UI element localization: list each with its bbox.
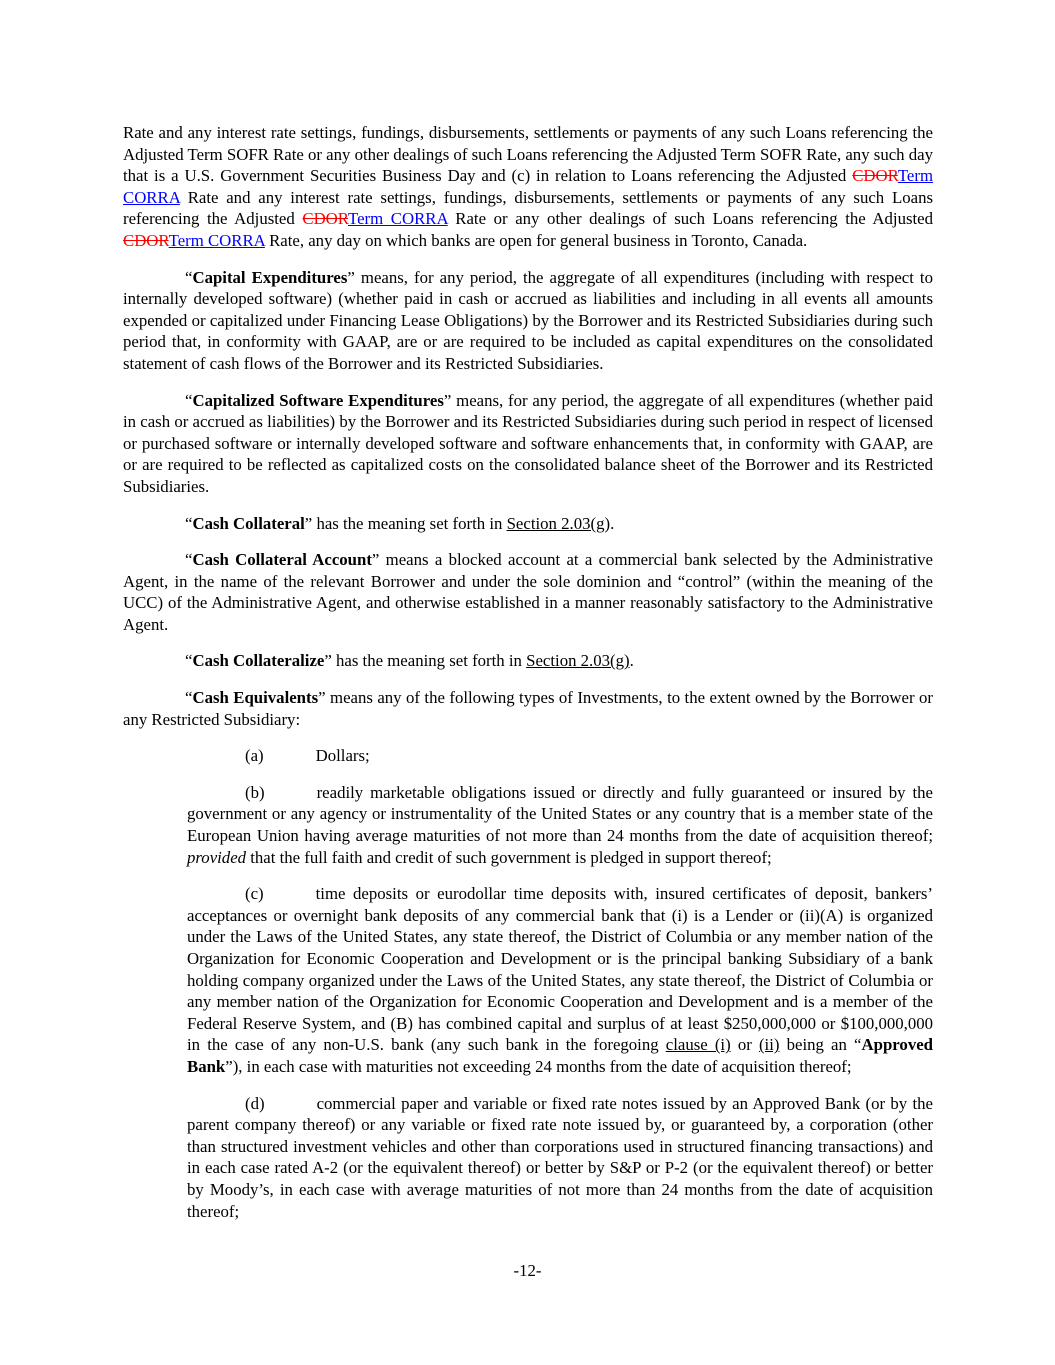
page-number: -12- (513, 1261, 542, 1280)
list-item-label: (c) (245, 884, 264, 904)
text-run: time deposits or eurodollar time deposits with, insured certificates of deposit, bankers’ acceptances or overnight bank deposits of any commercial bank that (i) is a Lender or (ii)(A) is organized under the Laws of the United States, any state thereof, the District of Columbia or any member nation of the Organization for Economic Cooperation and Development or is the principal banking Subsidiary of a bank holding company organized under the Laws of the United States, any state thereof, the District of Columbia or any member nation of the Organization for Economic Cooperation and Development and is a member of the Federal Reserve System, and (B) has combined capital and surplus of at least $250,000,000 or $100,000,000 in the case of any non-U.S. bank (any such bank in the foregoing (187, 884, 933, 1055)
paragraph (123, 513, 933, 535)
text-run: “ (185, 550, 193, 570)
underlined-reference: clause (i) (665, 1035, 731, 1055)
text-run: ” means a blocked account at a commercial bank selected by the Administrative Agent, in the name of the relevant Borrower and under the sole dominion and “control” (within the meaning of the UCC) of the Administrative Agent, and otherwise established in a manner reasonably satisfactory to the Administrative Agent. (123, 550, 933, 634)
text-run: or (730, 1035, 759, 1055)
bold-term: Capitalized Software Expenditures (192, 390, 444, 410)
deleted-text: CDOR (123, 230, 169, 250)
text-run: “ (185, 390, 193, 410)
inserted-text: Term CORRA (348, 209, 448, 229)
text-run: Rate and any interest rate settings, fundings, disbursements, settlements or payments of any such Loans referencing the Adjusted Term SOFR Rate or any other dealings of such Loans referencing the Adjusted Term SOFR Rate, any such day that is a U.S. Government Securities Business Day and (c) in relation to Loans referencing the Adjusted (123, 123, 933, 186)
underlined-reference: Section 2.03(g) (506, 513, 611, 533)
text-run: “ (185, 267, 193, 287)
text-run: Rate or any other dealings of such Loans referencing the Adjusted (447, 209, 933, 229)
text-run: Rate and any interest rate settings, fundings, disbursements, settlements or payments of any such Loans referencing the Adjusted (123, 187, 933, 229)
paragraph (123, 650, 933, 672)
text-run: commercial paper and variable or fixed rate notes issued by an Approved Bank (or by the parent company thereof) or any variable or fixed rate note issued by, or guaranteed by, a corporation (other than structured investment vehicles and other than corporations used in structured financing transactions) and in each case rated A-2 (or the equivalent thereof) or better by S&P or P-2 (or the equivalent thereof) or better by Moody’s, in each case with average maturities of not more than 24 months from the date of acquisition thereof; (187, 1093, 933, 1221)
text-run: being an “ (779, 1035, 862, 1055)
inserted-text: Term CORRA (168, 230, 265, 250)
underlined-reference: Section 2.03(g) (526, 651, 630, 671)
text-run: that the full faith and credit of such government is pledged in support thereof; (246, 847, 772, 867)
bold-term: Approved Bank (187, 1035, 933, 1076)
bold-term: Cash Collateral Account (192, 550, 372, 570)
deleted-text: CDOR (852, 166, 898, 186)
paragraph (123, 267, 933, 375)
document-body (123, 122, 933, 1222)
list-item-paragraph (187, 745, 933, 767)
text-run: ”), in each case with maturities not exceeding 24 months from the date of acquisition thereof; (225, 1056, 852, 1076)
list-item-paragraph (187, 1093, 933, 1223)
text-run: Rate, any day on which banks are open for general business in Toronto, Canada. (264, 230, 808, 250)
text-run: readily marketable obligations issued or directly and fully guaranteed or insured by the government or any agency or instrumentality of the United States or any country that is a member state of the European Union having average maturities of not more than 24 months from the date of acquisition thereof; (187, 782, 933, 846)
text-run: Dollars; (315, 746, 370, 766)
underlined-reference: (ii) (758, 1035, 780, 1055)
text-run: “ (185, 688, 193, 708)
italic-text: provided (187, 847, 247, 867)
paragraph (123, 390, 933, 498)
text-run: ” means any of the following types of Investments, to the extent owned by the Borrower or any Restricted Subsidiary: (123, 688, 934, 729)
text-run: . (610, 513, 615, 533)
inserted-text: Term CORRA (123, 166, 933, 207)
list-item-label: (d) (245, 1093, 265, 1113)
text-run: ” means, for any period, the aggregate of all expenditures (whether paid in cash or accrued as liabilities) by the Borrower and its Restricted Subsidiaries during such period in respect of licensed or purchased software or internally developed software and software enhancements that, in conformity with GAAP, are or are required to be reflected as capitalized costs on the consolidated balance sheet of the Borrower and its Restricted Subsidiaries. (123, 390, 934, 496)
bold-term: Capital Expenditures (192, 267, 348, 287)
list-item-label: (a) (245, 746, 264, 766)
text-run: ” has the meaning set forth in (324, 651, 527, 671)
bold-term: Cash Equivalents (192, 688, 319, 708)
text-run: ” means, for any period, the aggregate of all expenditures (including with respect to internally developed software) (whether paid in cash or accrued as liabilities and including in all events all amounts expended or capitalized under Financing Lease Obligations) by the Borrower and its Restricted Subsidiaries during such period that, in conformity with GAAP, are or are required to be included as capital expenditures on the consolidated statement of cash flows of the Borrower and its Restricted Subsidiaries. (123, 267, 933, 373)
list-item-label: (b) (245, 782, 265, 802)
paragraph (123, 687, 933, 730)
bold-term: Cash Collateral (192, 513, 305, 533)
text-run: “ (185, 651, 193, 671)
paragraph (123, 549, 933, 635)
paragraph (123, 122, 933, 252)
list-item-paragraph (187, 883, 933, 1077)
text-run: ” has the meaning set forth in (304, 513, 507, 533)
text-run: . (629, 651, 634, 671)
text-run: “ (185, 513, 193, 533)
bold-term: Cash Collateralize (192, 651, 325, 671)
list-item-paragraph (187, 782, 933, 868)
deleted-text: CDOR (302, 209, 348, 229)
